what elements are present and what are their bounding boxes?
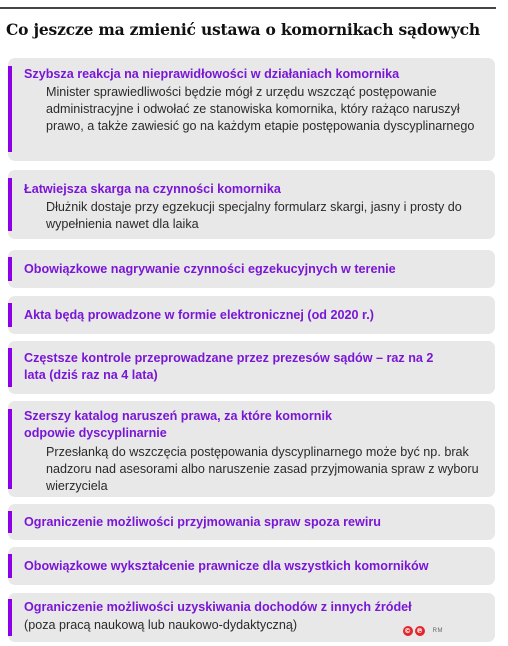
- list-item-1: [8, 58, 495, 161]
- item-heading: Obowiązkowe nagrywanie czynności egzekucyjnych w terenie: [24, 262, 396, 276]
- item-heading: Akta będą prowadzone w formie elektronicznej (od 2020 r.): [24, 308, 374, 322]
- accent-bar: [8, 178, 12, 231]
- item-body: Przesłanką do wszczęcia postępowania dyscyplinarnego może być np. brak nadzoru nad asesorami albo naruszenie zasad przyjmowania spraw z wyboru wierzyciela: [46, 445, 479, 493]
- item-heading: Szerszy katalog naruszeń prawa, za które komornik odpowie dyscyplinarnie: [24, 409, 332, 440]
- copyright-icon: ©: [404, 627, 412, 635]
- accent-bar: [8, 409, 12, 489]
- list-item-9: [8, 593, 495, 642]
- author-initials: RM: [432, 628, 443, 634]
- accent-bar: [8, 66, 12, 152]
- item-heading: Obowiązkowe wykształcenie prawnicze dla wszystkich komorników: [24, 559, 429, 573]
- item-body: (poza pracą naukową lub naukowo-dydaktyczną): [24, 618, 298, 632]
- list-item-4: [8, 296, 495, 334]
- list-item-2: [8, 170, 495, 239]
- item-heading: Szybsza reakcja na nieprawidłowości w działaniach komornika: [24, 67, 400, 81]
- item-body: Minister sprawiedliwości będzie mógł z urzędu wszcząć postępowanie administracyjne i odwołać ze stanowiska komornika, który rażąco naruszył prawo, a także zawiesić go na każdym etapie postępowania dyscyplinarnego: [46, 85, 475, 133]
- item-body: Dłużnik dostaje przy egzekucji specjalny formularz skargi, jasny i prosty do wypełnienia nawet dla laika: [46, 200, 462, 231]
- accent-bar: [8, 511, 12, 533]
- list-item-8: [8, 547, 495, 585]
- list-item-5: [8, 341, 495, 394]
- list-item-6: [8, 401, 495, 497]
- accent-bar: [8, 599, 12, 636]
- item-heading: Ograniczenie możliwości uzyskiwania dochodów z innych źródeł: [24, 600, 412, 614]
- accent-bar: [8, 303, 12, 327]
- item-heading: Ograniczenie możliwości przyjmowania spraw spoza rewiru: [24, 515, 381, 529]
- phonogram-icon: ℗: [416, 627, 424, 635]
- item-heading: Częstsze kontrole przeprowadzane przez prezesów sądów – raz na 2 lata (dziś raz na 4 lata): [24, 351, 434, 382]
- item-heading: Łatwiejsza skarga na czynności komornika: [24, 182, 281, 196]
- top-rule: [0, 7, 496, 9]
- copyright-credit: [403, 626, 443, 636]
- accent-bar: [8, 554, 12, 578]
- page-title: Co jeszcze ma zmienić ustawa o komornikach sądowych: [6, 20, 480, 39]
- accent-bar: [8, 348, 12, 387]
- accent-bar: [8, 257, 12, 281]
- list-item-7: [8, 504, 495, 540]
- list-item-3: [8, 250, 495, 288]
